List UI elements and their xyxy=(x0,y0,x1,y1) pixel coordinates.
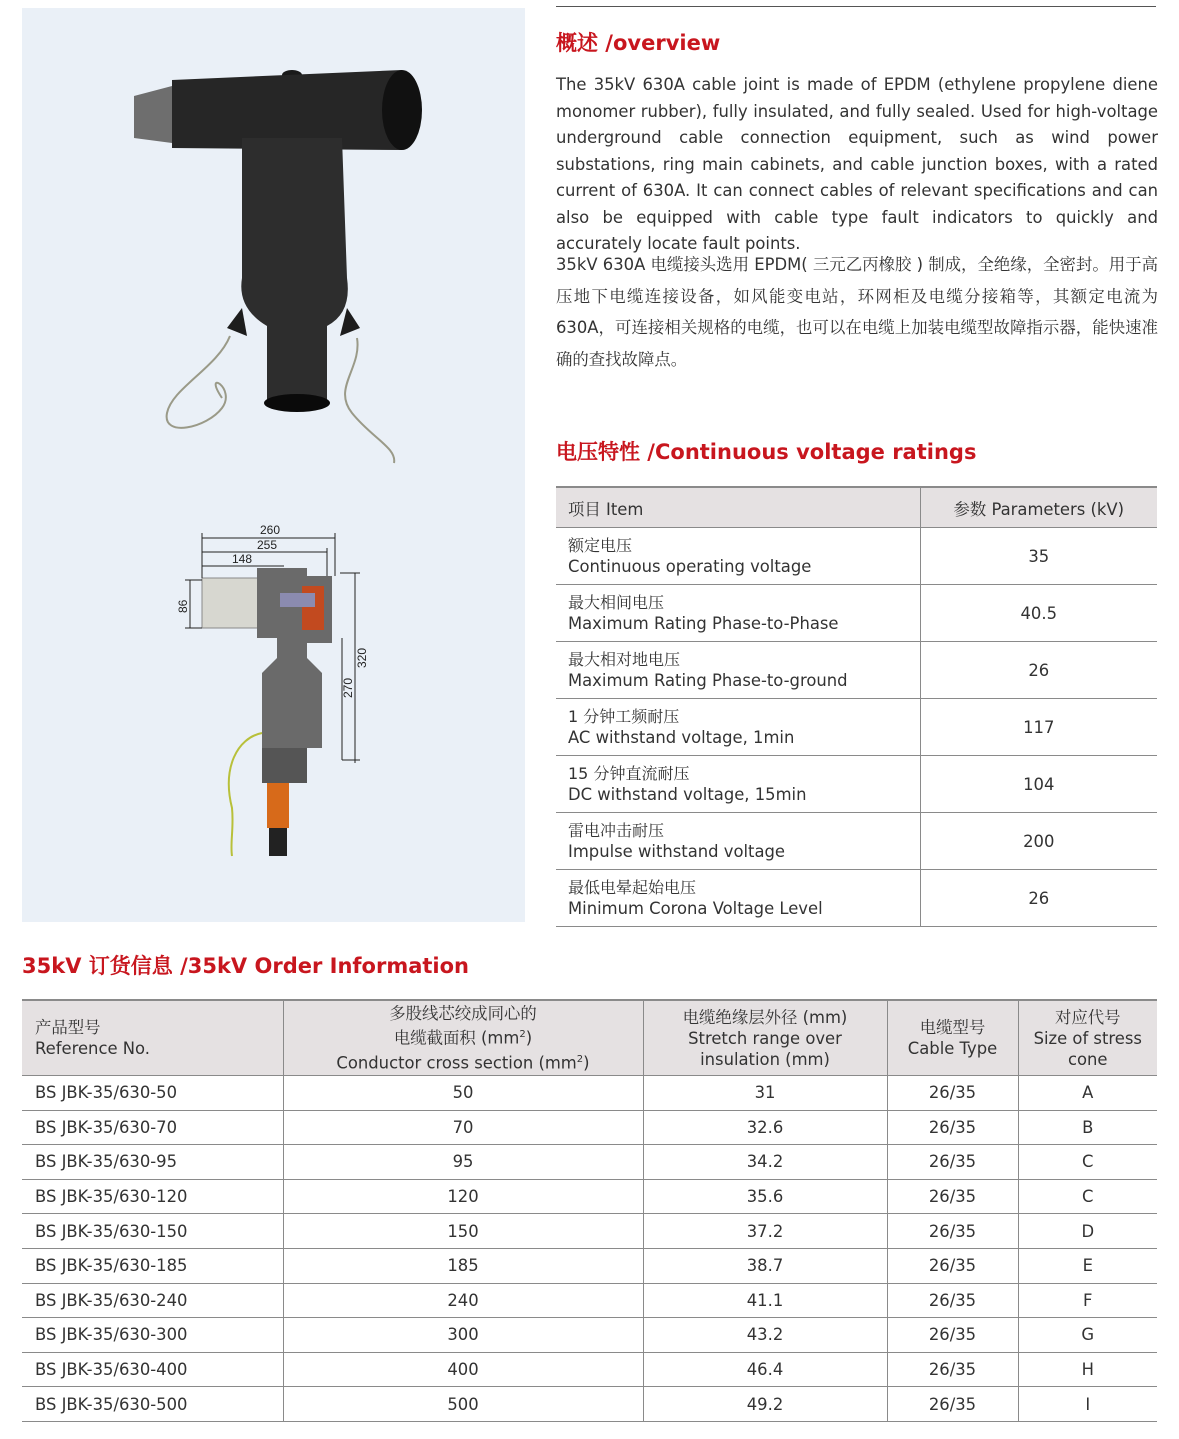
dia-cell: 34.2 xyxy=(643,1145,887,1180)
ref-cell: BS JBK-35/630-120 xyxy=(22,1179,283,1214)
code-cell: I xyxy=(1018,1387,1157,1422)
code-cell: E xyxy=(1018,1248,1157,1283)
product-illustration xyxy=(22,8,525,922)
item-cell xyxy=(556,585,920,642)
type-cell: 26/35 xyxy=(887,1248,1018,1283)
type-cell: 26/35 xyxy=(887,1318,1018,1353)
item-cn: 最大相对地电压 xyxy=(568,650,681,669)
table-row xyxy=(556,585,1157,642)
ref-cell: BS JBK-35/630-240 xyxy=(22,1283,283,1318)
dia-cell: 49.2 xyxy=(643,1387,887,1422)
header-code-cn: 对应代号 xyxy=(1054,1007,1121,1027)
table-row xyxy=(22,1387,1157,1422)
header-code-en-a: Size of stress xyxy=(1033,1028,1142,1048)
voltage-header-row xyxy=(556,487,1157,528)
header-cs-en: Conductor cross section $(mm^2)$ xyxy=(336,1052,590,1072)
item-cn: 1 分钟工频耐压 xyxy=(568,707,680,726)
dim-label-86: 86 xyxy=(176,599,190,613)
ref-cell: BS JBK-35/630-95 xyxy=(22,1145,283,1180)
header-type-en: Cable Type xyxy=(907,1039,998,1058)
dia-cell: 38.7 xyxy=(643,1248,887,1283)
table-row xyxy=(22,1318,1157,1353)
cs-cell: 300 xyxy=(283,1318,643,1353)
product-photo xyxy=(134,70,422,463)
table-row xyxy=(556,756,1157,813)
header-cs-cn-a: 多股线芯绞成同心的 xyxy=(389,1004,537,1024)
header-parameters: 参数 Parameters (kV) xyxy=(920,487,1157,528)
dim-label-270: 270 xyxy=(341,677,355,698)
header-reference xyxy=(22,1000,283,1076)
item-cell xyxy=(556,870,920,927)
ref-cell: BS JBK-35/630-500 xyxy=(22,1387,283,1422)
table-row xyxy=(556,528,1157,585)
item-cn: 额定电压 xyxy=(568,536,633,555)
order-information-table xyxy=(22,999,1157,1422)
order-table-body xyxy=(22,1076,1157,1422)
header-dia-en-b: insulation (mm) xyxy=(700,1049,830,1069)
table-row xyxy=(22,1145,1157,1180)
ref-cell: BS JBK-35/630-300 xyxy=(22,1318,283,1353)
dim-label-148: 148 xyxy=(232,552,253,566)
overview-text-cn: 35kV 630A 电缆接头选用 EPDM( 三元乙丙橡胶 ) 制成，全绝缘，全密封。用于高压地下电缆连接设备，如风能变电站，环网柜及电缆分接箱等，其额定电流为 630A，可连接相关规格的电缆，也可以在电缆上加装电缆型故障指示器，能快速准确的查找故障点。 xyxy=(556,255,1158,369)
header-type-cn: 电缆型号 xyxy=(919,1018,986,1037)
value-cell: 200 xyxy=(920,813,1157,870)
dia-cell: 37.2 xyxy=(643,1214,887,1249)
item-cell xyxy=(556,642,920,699)
table-row xyxy=(22,1179,1157,1214)
table-row xyxy=(22,1214,1157,1249)
cs-cell: 500 xyxy=(283,1387,643,1422)
item-cell xyxy=(556,756,920,813)
header-diameter xyxy=(643,1000,887,1076)
value-cell: 104 xyxy=(920,756,1157,813)
code-cell: G xyxy=(1018,1318,1157,1353)
item-en: Impulse withstand voltage xyxy=(568,842,786,861)
type-cell: 26/35 xyxy=(887,1387,1018,1422)
table-row xyxy=(22,1110,1157,1145)
overview-heading: 概述 /overview xyxy=(556,31,721,55)
item-en: Minimum Corona Voltage Level xyxy=(568,899,823,918)
header-stress-cone xyxy=(1018,1000,1157,1076)
dia-cell: 35.6 xyxy=(643,1179,887,1214)
dia-cell: 31 xyxy=(643,1076,887,1111)
dim-label-255: 255 xyxy=(257,538,278,552)
value-cell: 26 xyxy=(920,870,1157,927)
item-cn: 最低电晕起始电压 xyxy=(568,878,697,897)
header-code-en-b: cone xyxy=(1067,1049,1108,1069)
dimension-drawing xyxy=(176,523,369,856)
ref-cell: BS JBK-35/630-70 xyxy=(22,1110,283,1145)
overview-text-en: The 35kV 630A cable joint is made of EPDM (ethylene propylene diene monomer rubber), fully insulated, and fully sealed. Used for high-voltage underground cable connection equipment, such as wind power substations, ring main cabinets, and cable junction boxes, with a rated current of 630A. It can connect cables of relevant specifications and can also be equipped with cable type fault indicators to quickly and accurately locate fault points. xyxy=(556,75,1158,253)
code-cell: B xyxy=(1018,1110,1157,1145)
cs-cell: 120 xyxy=(283,1179,643,1214)
header-cs-cn-b: 电缆截面积 $(mm^2)$ xyxy=(393,1028,533,1048)
table-row xyxy=(22,1352,1157,1387)
cs-cell: 50 xyxy=(283,1076,643,1111)
cs-cell: 400 xyxy=(283,1352,643,1387)
item-cell xyxy=(556,528,920,585)
value-cell: 35 xyxy=(920,528,1157,585)
cs-cell: 70 xyxy=(283,1110,643,1145)
item-cn: 最大相间电压 xyxy=(568,593,665,612)
voltage-heading: 电压特性 /Continuous voltage ratings xyxy=(556,440,977,464)
item-en: DC withstand voltage, 15min xyxy=(568,785,807,804)
item-en: AC withstand voltage, 1min xyxy=(568,728,795,747)
type-cell: 26/35 xyxy=(887,1076,1018,1111)
dia-cell: 41.1 xyxy=(643,1283,887,1318)
code-cell: D xyxy=(1018,1214,1157,1249)
header-cable-type xyxy=(887,1000,1018,1076)
table-row xyxy=(22,1283,1157,1318)
order-header-row xyxy=(22,1000,1157,1076)
item-cell xyxy=(556,813,920,870)
top-divider xyxy=(556,6,1156,7)
header-dia-en-a: Stretch range over xyxy=(688,1028,842,1048)
cs-cell: 240 xyxy=(283,1283,643,1318)
dia-cell: 32.6 xyxy=(643,1110,887,1145)
code-cell: C xyxy=(1018,1145,1157,1180)
ref-cell: BS JBK-35/630-185 xyxy=(22,1248,283,1283)
ref-cell: BS JBK-35/630-50 xyxy=(22,1076,283,1111)
type-cell: 26/35 xyxy=(887,1214,1018,1249)
item-en: Maximum Rating Phase-to-Phase xyxy=(568,614,839,633)
code-cell: F xyxy=(1018,1283,1157,1318)
table-row xyxy=(22,1248,1157,1283)
table-row xyxy=(556,699,1157,756)
table-row xyxy=(22,1076,1157,1111)
code-cell: C xyxy=(1018,1179,1157,1214)
dia-cell: 46.4 xyxy=(643,1352,887,1387)
cs-cell: 185 xyxy=(283,1248,643,1283)
value-cell: 40.5 xyxy=(920,585,1157,642)
item-en: Maximum Rating Phase-to-ground xyxy=(568,671,848,690)
cs-cell: 150 xyxy=(283,1214,643,1249)
type-cell: 26/35 xyxy=(887,1352,1018,1387)
item-cell xyxy=(556,699,920,756)
table-row xyxy=(556,813,1157,870)
type-cell: 26/35 xyxy=(887,1283,1018,1318)
type-cell: 26/35 xyxy=(887,1110,1018,1145)
type-cell: 26/35 xyxy=(887,1179,1018,1214)
code-cell: H xyxy=(1018,1352,1157,1387)
dim-label-260: 260 xyxy=(260,523,281,537)
dia-cell: 43.2 xyxy=(643,1318,887,1353)
dim-label-320: 320 xyxy=(355,647,369,668)
header-reference-en: Reference No. xyxy=(35,1039,150,1058)
type-cell: 26/35 xyxy=(887,1145,1018,1180)
header-cross-section xyxy=(283,1000,643,1076)
value-cell: 117 xyxy=(920,699,1157,756)
cs-cell: 95 xyxy=(283,1145,643,1180)
item-cn: 雷电冲击耐压 xyxy=(568,821,665,840)
order-heading: 35kV 订货信息 /35kV Order Information xyxy=(22,954,469,978)
table-row xyxy=(556,642,1157,699)
table-row xyxy=(556,870,1157,927)
voltage-ratings-table xyxy=(556,486,1157,927)
value-cell: 26 xyxy=(920,642,1157,699)
product-image-panel xyxy=(22,8,525,922)
header-reference-cn: 产品型号 xyxy=(35,1018,101,1037)
item-cn: 15 分钟直流耐压 xyxy=(568,764,690,783)
ref-cell: BS JBK-35/630-400 xyxy=(22,1352,283,1387)
item-en: Continuous operating voltage xyxy=(568,557,812,576)
header-item: 项目 Item xyxy=(556,487,920,528)
code-cell: A xyxy=(1018,1076,1157,1111)
header-dia-cn: 电缆绝缘层外径 (mm) xyxy=(682,1007,848,1027)
ref-cell: BS JBK-35/630-150 xyxy=(22,1214,283,1249)
